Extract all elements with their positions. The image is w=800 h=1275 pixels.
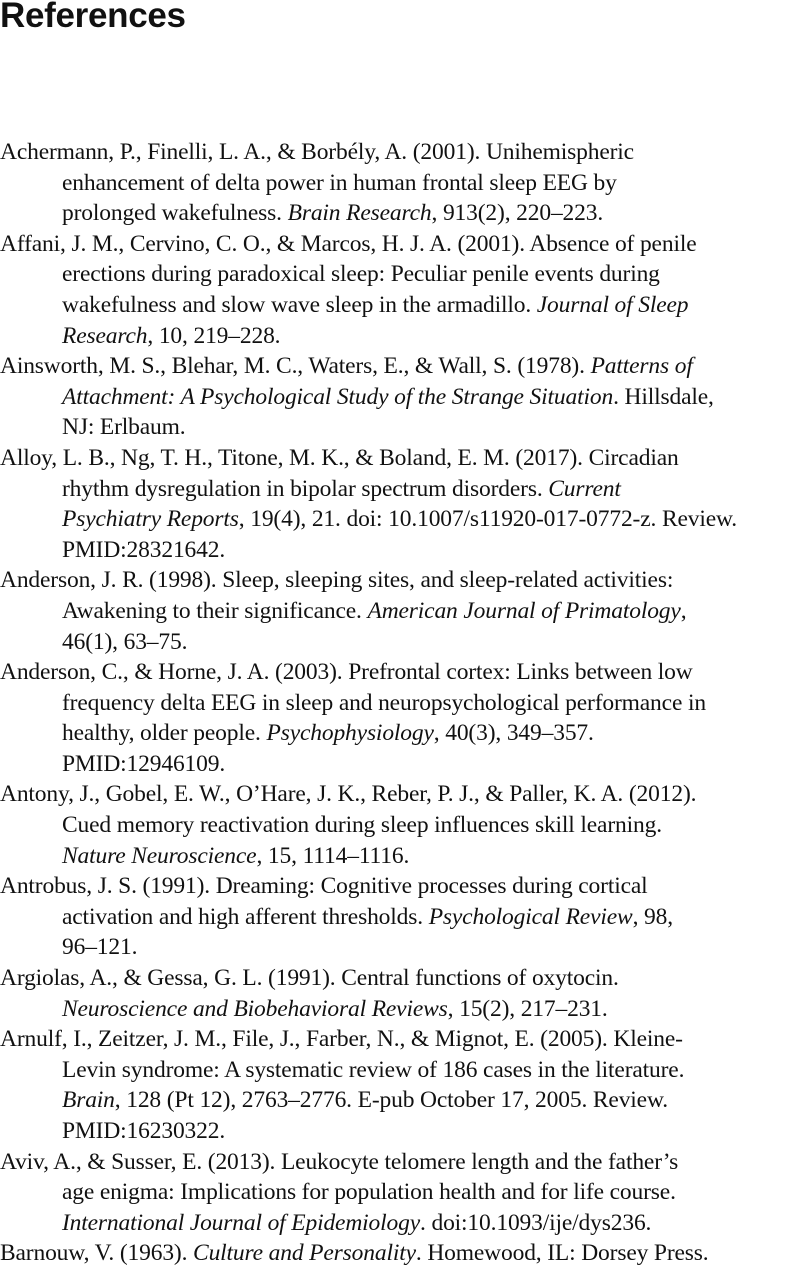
reference-entry: [0, 565, 800, 657]
reference-details: , 10, 219–228.: [147, 322, 281, 349]
reference-entry: [0, 229, 800, 351]
reference-entry: [0, 443, 800, 565]
reference-source: American Journal of Primatology: [367, 597, 681, 624]
reference-source: Culture and Personality: [193, 1240, 416, 1267]
reference-entry: [0, 871, 800, 963]
reference-details: , 15, 1114–1116.: [256, 842, 410, 869]
reference-details: , 40(3), 349–357. PMID:12946109.: [62, 720, 594, 777]
reference-source: Brain Research: [287, 200, 432, 227]
reference-entry: [0, 779, 800, 871]
reference-entry: [0, 1024, 800, 1146]
reference-details: , 98, 96–121.: [62, 903, 673, 961]
reference-source: Nature Neuroscience: [62, 842, 257, 869]
reference-details: . Homewood, IL: Dorsey Press.: [415, 1240, 709, 1267]
reference-source: Psychophysiology: [266, 720, 434, 747]
reference-source: Psychological Review: [428, 903, 633, 930]
reference-entry: [0, 137, 800, 229]
reference-text: Arnulf, I., Zeitzer, J. M., File, J., Farber, N., & Mignot, E. (2005). Kleine- Levin syndrome: A systematic review of 186 cases in the literature.: [0, 1026, 685, 1083]
reference-entry: [0, 1147, 800, 1239]
reference-text: Anderson, C., & Horne, J. A. (2003). Prefrontal cortex: Links between low frequency delta EEG in sleep and neuropsychological performance in healthy, older people.: [0, 659, 706, 747]
reference-source: International Journal of Epidemiology: [62, 1209, 421, 1236]
reference-text: Barnouw, V. (1963).: [0, 1240, 194, 1267]
reference-details: , 19(4), 21. doi: 10.1007/s11920-017-0772-z. Review. PMID:28321642.: [62, 506, 738, 563]
reference-entry: [0, 1238, 800, 1269]
reference-details: , 46(1), 63–75.: [62, 597, 687, 655]
reference-text: Ainsworth, M. S., Blehar, M. C., Waters, E., & Wall, S. (1978).: [0, 353, 591, 380]
reference-source: Current Psychiatry Reports: [62, 475, 621, 533]
reference-text: Affani, J. M., Cervino, C. O., & Marcos, H. J. A. (2001). Absence of penile erections during paradoxical sleep: Peculiar penile events during wakefulness and slow wave sleep in the armadillo.: [0, 230, 697, 318]
reference-entry: [0, 351, 800, 443]
reference-entry: [0, 657, 800, 779]
reference-text: Aviv, A., & Susser, E. (2013). Leukocyte telomere length and the father’s age enigma: Implications for population health and for life course.: [0, 1148, 679, 1206]
reference-text: Achermann, P., Finelli, L. A., & Borbély, A. (2001). Unihemispheric enhancement of delta power in human frontal sleep EEG by prolonged wakefulness.: [0, 139, 634, 227]
reference-source: Journal of Sleep Research: [62, 291, 689, 349]
reference-text: Alloy, L. B., Ng, T. H., Titone, M. K., & Boland, E. M. (2017). Circadian rhythm dysregulation in bipolar spectrum disorders.: [0, 444, 679, 502]
reference-details: , 128 (Pt 12), 2763–2776. E-pub October 17, 2005. Review. PMID:16230322.: [62, 1087, 668, 1144]
reference-entry: [0, 963, 800, 1024]
reference-details: . Hillsdale, NJ: Erlbaum.: [62, 383, 714, 441]
reference-details: . doi:10.1093/ije/dys236.: [420, 1209, 652, 1236]
reference-source: Patterns of Attachment: A Psychological Study of the Strange Situation: [62, 353, 693, 410]
reference-text: Antrobus, J. S. (1991). Dreaming: Cognitive processes during cortical activation and high afferent thresholds.: [0, 873, 648, 930]
reference-list: [0, 137, 800, 1269]
reference-text: Anderson, J. R. (1998). Sleep, sleeping sites, and sleep-related activities: Awakening to their significance.: [0, 567, 674, 624]
reference-text: Argiolas, A., & Gessa, G. L. (1991). Central functions of oxytocin.: [0, 965, 619, 992]
reference-details: , 15(2), 217–231.: [447, 995, 608, 1022]
reference-source: Neuroscience and Biobehavioral Reviews: [62, 995, 448, 1022]
reference-source: Brain: [62, 1087, 115, 1114]
page-title: References: [0, 0, 186, 35]
reference-text: Antony, J., Gobel, E. W., O’Hare, J. K., Reber, P. J., & Paller, K. A. (2012). Cued memory reactivation during sleep influences skill learning.: [0, 781, 697, 839]
reference-details: , 913(2), 220–223.: [431, 200, 604, 227]
